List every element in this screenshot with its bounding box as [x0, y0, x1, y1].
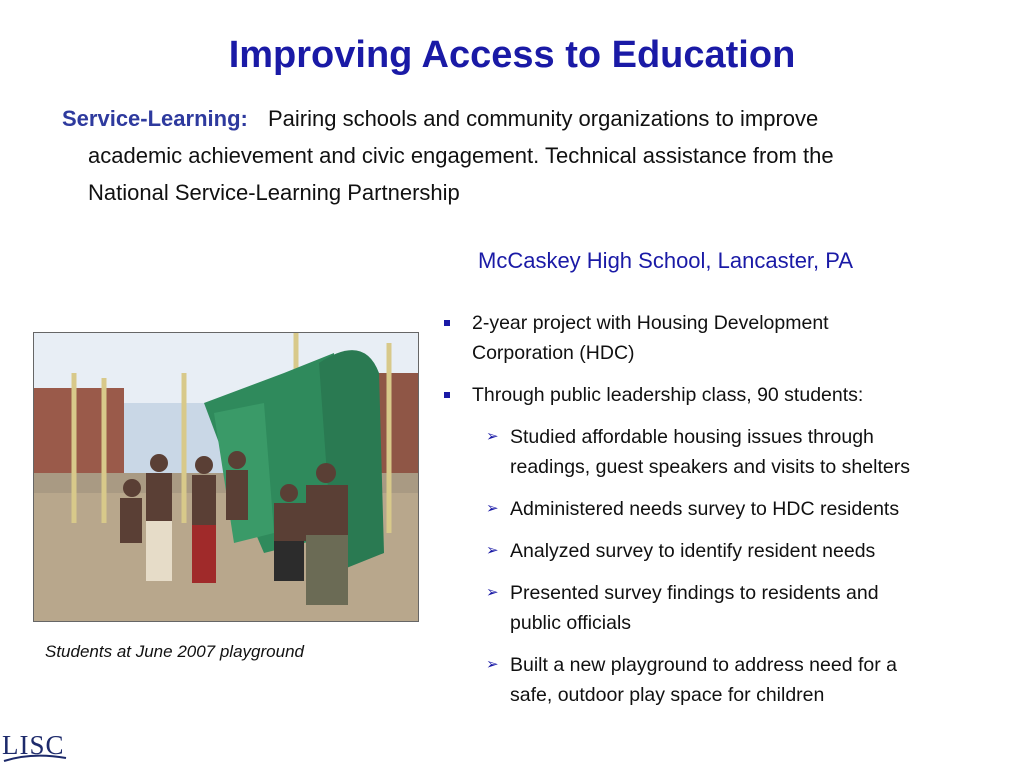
- list-item: ➢ Presented survey findings to residents and public officials: [444, 578, 1004, 638]
- lisc-logo-mark: [2, 728, 68, 766]
- arrowhead-bullet-icon: ➢: [486, 656, 499, 673]
- bullet-list: [444, 308, 1004, 722]
- intro-text-line-3: National Service-Learning Partnership: [88, 180, 460, 205]
- intro-text-line-2: academic achievement and civic engagement. Technical assistance from the: [88, 143, 834, 168]
- students-playground-photo: [33, 332, 419, 622]
- photo-caption: Students at June 2007 playground: [45, 642, 304, 661]
- intro-text-line-1: Pairing schools and community organizations to improve: [267, 106, 819, 131]
- slide-title: Improving Access to Education: [228, 34, 796, 76]
- school-subheading: McCaskey High School, Lancaster, PA: [478, 248, 853, 273]
- logo-text: LISC: [2, 730, 65, 760]
- list-item: Through public leadership class, 90 students:: [444, 380, 1004, 410]
- arrowhead-bullet-icon: ➢: [486, 500, 499, 517]
- intro-label: Service-Learning:: [62, 106, 248, 131]
- square-bullet-icon: [444, 392, 450, 398]
- playground-photo-illustration: [34, 333, 418, 621]
- list-item: ➢ Studied affordable housing issues through readings, guest speakers and visits to shelters: [444, 422, 1004, 482]
- list-item: ➢ Analyzed survey to identify resident needs: [444, 536, 1004, 566]
- intro-paragraph: [62, 100, 982, 211]
- list-item: ➢ Built a new playground to address need for a safe, outdoor play space for children: [444, 650, 1004, 710]
- list-item: 2-year project with Housing Development Corporation (HDC): [444, 308, 1004, 368]
- arrowhead-bullet-icon: ➢: [486, 584, 499, 601]
- arrowhead-bullet-icon: ➢: [486, 428, 499, 445]
- list-item: ➢ Administered needs survey to HDC residents: [444, 494, 1004, 524]
- lisc-logo: [2, 728, 68, 766]
- square-bullet-icon: [444, 320, 450, 326]
- arrowhead-bullet-icon: ➢: [486, 542, 499, 559]
